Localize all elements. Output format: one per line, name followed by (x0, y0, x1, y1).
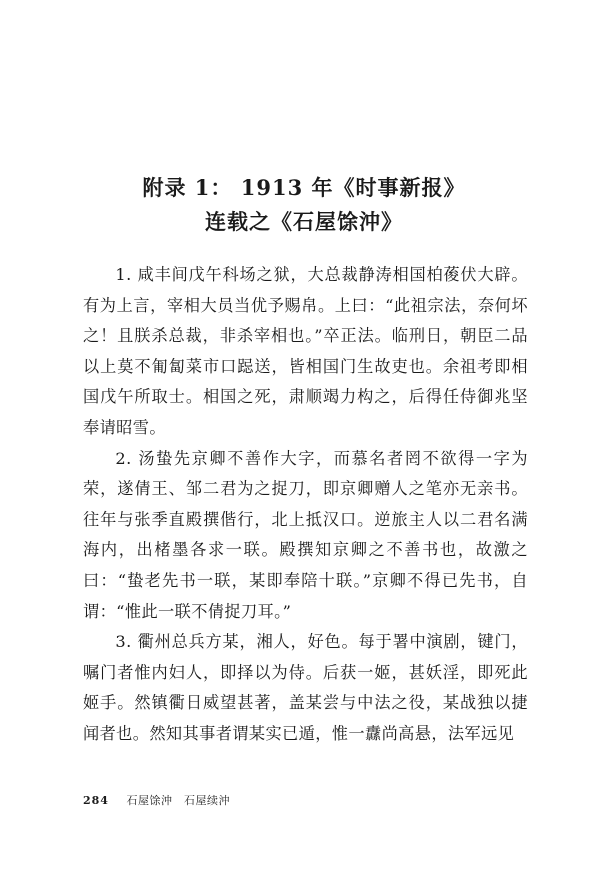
running-title: 石屋馀沖 石屋续沖 (126, 794, 230, 807)
page-number: 284 (83, 794, 109, 807)
page-footer (83, 792, 230, 808)
paragraph-1: 1. 咸丰间戊午科场之狱，大总裁静涛相国柏葰伏大辟。有为上言，宰相大员当优予赐帛。上曰：“此祖宗法，奈何坏之！且朕杀总裁，非杀宰相也。”卒正法。临刑日，朝臣二品以上莫不匍匐菜市口跽送，皆相国门生故吏也。余祖考即相国戊午所取士。相国之死，肃顺竭力构之，后得任侍御兆坚奉请昭雪。 (83, 265, 528, 437)
paragraph-2: 2. 汤蛰先京卿不善作大字，而慕名者罔不欲得一字为荣，遂倩王、邹二君为之捉刀，即京卿赠人之笔亦无亲书。往年与张季直殿撰偕行，北上抵汉口。逆旅主人以二君名满海内，出楮墨各求一联。殿撰知京卿之不善书也，故激之曰：“蛰老先书一联，某即奉陪十联。”京卿不得已先书，自谓：“惟此一联不倩捉刀耳。” (83, 448, 528, 621)
paragraph-3: 3. 衢州总兵方某，湘人，好色。每于署中演剧，键门，嘱门者惟内妇人，即择以为侍。后获一姬，甚妖淫，即死此姬手。然镇衢日威望甚著，盖某尝与中法之役，某战独以捷闻者也。然知其事者谓某实已遁，惟一纛尚高悬，法军远见 (83, 632, 528, 743)
appendix-subtitle: 连载之《石屋馀沖》 (205, 209, 403, 234)
body-text (83, 260, 528, 750)
appendix-title: 附录 1： 1913 年《时事新报》 (142, 175, 466, 200)
